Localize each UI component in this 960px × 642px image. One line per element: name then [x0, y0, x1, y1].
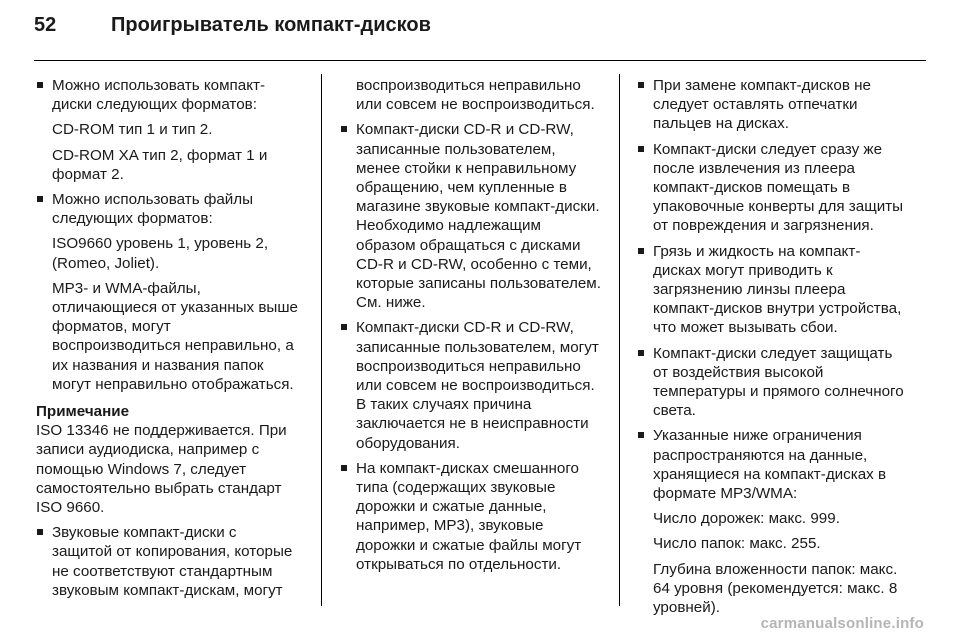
sub-item: Число папок: макс. 255.	[653, 535, 821, 553]
bullet-item: Звуковые компакт-диски с защитой от копирования, которые не соответствуют стандартным звуковым компакт-дискам, могут	[36, 523, 298, 600]
page-number: 52	[34, 14, 57, 36]
page-header	[34, 14, 431, 54]
bullet-item: Грязь и жидкость на компакт-дисках могут приводить к загрязнению линзы плеера компакт-дисков внутри устройства, что может вызывать сбои.	[637, 242, 905, 338]
note-title: Примечание	[36, 403, 130, 421]
bullet-item: Компакт-диски следует защищать от воздействия высокой температуры и прямого солнечного света.	[637, 344, 905, 421]
column-divider-1	[321, 74, 322, 606]
column-divider-2	[619, 74, 620, 606]
sub-item: ISO9660 уровень 1, уровень 2, (Romeo, Joliet).	[52, 235, 269, 272]
note-text: ISO 13346 не поддерживается. При записи аудиодиска, например с помощью Windows 7, следует самостоятельно выбрать стандарт ISO 9660.	[36, 422, 287, 517]
column-3	[637, 76, 905, 623]
bullet-item: Можно использовать файлы следующих форматов:	[36, 190, 298, 228]
bullet-item: Компакт-диски следует сразу же после извлечения из плеера компакт-дисков помещать в упаковочные конверты для защиты от повреждения и загрязнения.	[637, 140, 905, 236]
bullet-item: Компакт-диски CD-R и CD-RW, записанные пользователем, могут воспроизводиться неправильно или совсем не воспроизводиться. В таких случаях причина заключается не в неисправности оборудования.	[340, 318, 602, 452]
sub-item: CD-ROM XA тип 2, формат 1 и формат 2.	[52, 146, 268, 183]
note-block	[36, 402, 298, 517]
page-title: Проигрыватель компакт-дисков	[111, 14, 431, 36]
sub-item: Глубина вложенности папок: макс. 64 уровня (рекомендуется: макс. 8 уровней).	[653, 560, 898, 617]
sub-item: MP3- и WMA-файлы, отличающиеся от указанных выше форматов, могут воспроизводиться неправильно, а их названия и названия папок могут неправильно отображаться.	[52, 279, 298, 393]
watermark: carmanualsonline.info	[760, 615, 924, 632]
sub-item: CD-ROM тип 1 и тип 2.	[52, 121, 213, 139]
sub-item: Число дорожек: макс. 999.	[653, 510, 840, 528]
header-rule	[34, 60, 926, 61]
column-2	[340, 76, 602, 580]
bullet-item: Указанные ниже ограничения распространяются на данные, хранящиеся на компакт-дисках в формате MP3/WMA:	[637, 426, 905, 503]
continued-text: воспроизводиться неправильно или совсем не воспроизводиться.	[356, 77, 595, 114]
bullet-item: Можно использовать компакт-диски следующих форматов:	[36, 76, 298, 114]
bullet-item: При замене компакт-дисков не следует оставлять отпечатки пальцев на дисках.	[637, 76, 905, 134]
bullet-item: Компакт-диски CD-R и CD-RW, записанные пользователем, менее стойки к неправильному обращению, чем купленные в магазине звуковые компакт-диски. Необходимо надлежащим образом обращаться с дисками CD-R и CD-RW, особенно с теми, которые записаны пользователем. См. ниже.	[340, 120, 602, 312]
column-1	[36, 76, 298, 606]
bullet-item: На компакт-дисках смешанного типа (содержащих звуковые дорожки и сжатые данные, например, MP3), звуковые дорожки и сжатые файлы могут открываться по отдельности.	[340, 459, 602, 574]
